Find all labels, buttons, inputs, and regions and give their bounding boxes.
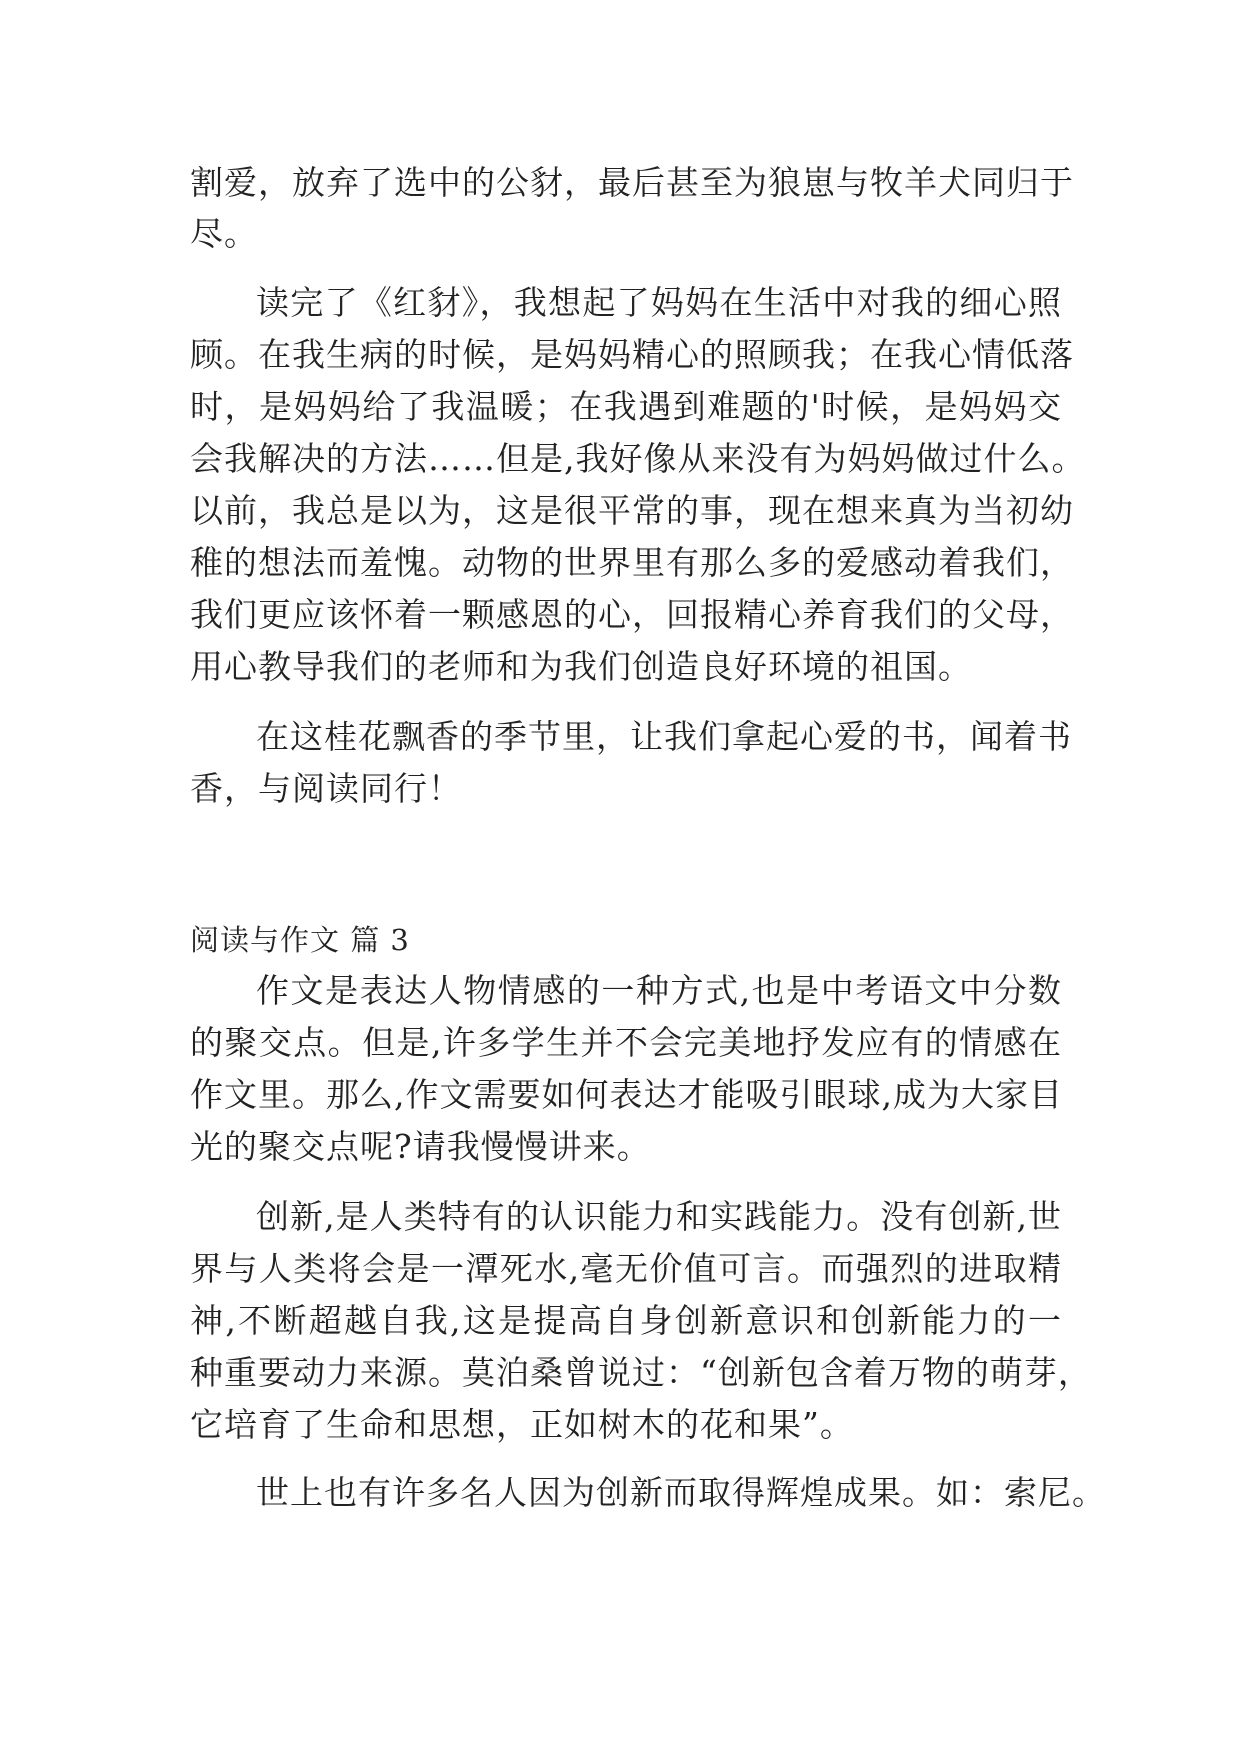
paragraph-line: 光的聚交点呢?请我慢慢讲来。 (190, 1127, 651, 1166)
paragraph-line: 割爱，放弃了选中的公豺，最后甚至为狼崽与牧羊犬同归于 (190, 163, 1074, 202)
paragraph-line: 种重要动力来源。莫泊桑曾说过：“创新包含着万物的萌芽， (190, 1353, 1092, 1392)
paragraph-first-line: 读完了《红豺》，我想起了妈妈在生活中对我的细心照 (256, 283, 1062, 322)
paragraph-line: 以前，我总是以为，这是很平常的事，现在想来真为当初幼 (190, 491, 1074, 530)
paragraph-first-line: 世上也有许多名人因为创新而取得辉煌成果。如：索尼。 (256, 1473, 1106, 1512)
paragraph-line: 它培育了生命和思想，正如树木的花和果”。 (190, 1405, 854, 1444)
paragraph-line: 尽。 (190, 214, 258, 253)
paragraph-line: 界与人类将会是一潭死水,毫无价值可言。而强烈的进取精 (190, 1249, 1062, 1288)
paragraph-line: 会我解决的方法……但是,我好像从来没有为妈妈做过什么。 (190, 439, 1086, 478)
paragraph-line: 顾。在我生病的时候，是妈妈精心的照顾我；在我心情低落 (190, 335, 1074, 374)
paragraph-line: 我们更应该怀着一颗感恩的心，回报精心养育我们的父母， (190, 595, 1074, 634)
paragraph-line: 作文里。那么,作文需要如何表达才能吸引眼球,成为大家目 (190, 1075, 1063, 1114)
paragraph-line: 时，是妈妈给了我温暖；在我遇到难题的'时候，是妈妈交 (190, 387, 1062, 426)
paragraph-first-line: 在这桂花飘香的季节里，让我们拿起心爱的书，闻着书 (256, 717, 1072, 756)
paragraph-line: 稚的想法而羞愧。动物的世界里有那么多的爱感动着我们， (190, 543, 1074, 582)
paragraph-line: 神,不断超越自我,这是提高自身创新意识和创新能力的一 (190, 1301, 1062, 1340)
paragraph-line: 用心教导我们的老师和为我们创造良好环境的祖国。 (190, 647, 972, 686)
section-heading: 阅读与作文 篇 3 (190, 923, 410, 957)
paragraph-first-line: 作文是表达人物情感的一种方式,也是中考语文中分数 (256, 971, 1062, 1010)
paragraph-line: 香，与阅读同行！ (190, 769, 462, 808)
paragraph-line: 的聚交点。但是,许多学生并不会完美地抒发应有的情感在 (190, 1023, 1062, 1062)
paragraph-first-line: 创新,是人类特有的认识能力和实践能力。没有创新,世 (256, 1197, 1062, 1236)
